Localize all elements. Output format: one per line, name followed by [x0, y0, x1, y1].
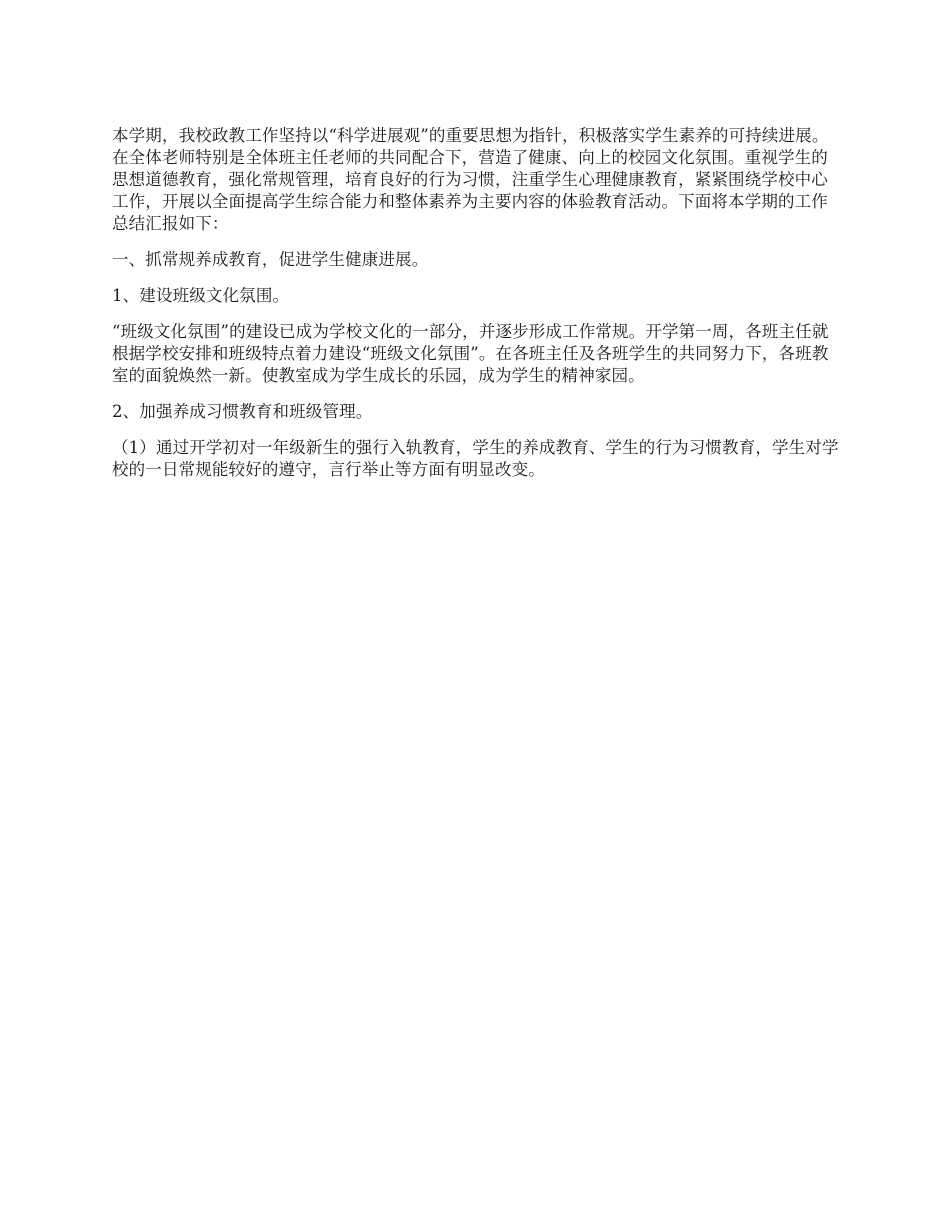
habit-education-paragraph: （1）通过开学初对一年级新生的强行入轨教育，学生的养成教育、学生的行为习惯教育，学生对学校的一日常规能较好的遵守，言行举止等方面有明显改变。 [112, 438, 839, 479]
intro-paragraph: 本学期，我校政教工作坚持以“科学进展观”的重要思想为指针，积极落实学生素养的可持续进展。在全体老师特别是全体班主任老师的共同配合下，营造了健康、向上的校园文化氛围。重视学生的思想道德教育，强化常规管理，培育良好的行为习惯，注重学生心理健康教育，紧紧围绕学校中心工作，开展以全面提高学生综合能力和整体素养为主要内容的体验教育活动。下面将本学期的工作总结汇报如下： [112, 126, 829, 233]
subsection-heading-1: 1、建设班级文化氛围。 [112, 286, 290, 305]
class-culture-paragraph: “班级文化氛围”的建设已成为学校文化的一部分，并逐步形成工作常规。开学第一周，各班主任就根据学校安排和班级特点着力建设“班级文化氛围”。在各班主任及各班学生的共同努力下，各班教室的面貌焕然一新。使教室成为学生成长的乐园，成为学生的精神家园。 [112, 322, 829, 385]
subsection-heading-2: 2、加强养成习惯教育和班级管理。 [112, 402, 373, 421]
section-heading-1: 一、抓常规养成教育，促进学生健康进展。 [112, 250, 429, 269]
document-body [112, 125, 840, 495]
